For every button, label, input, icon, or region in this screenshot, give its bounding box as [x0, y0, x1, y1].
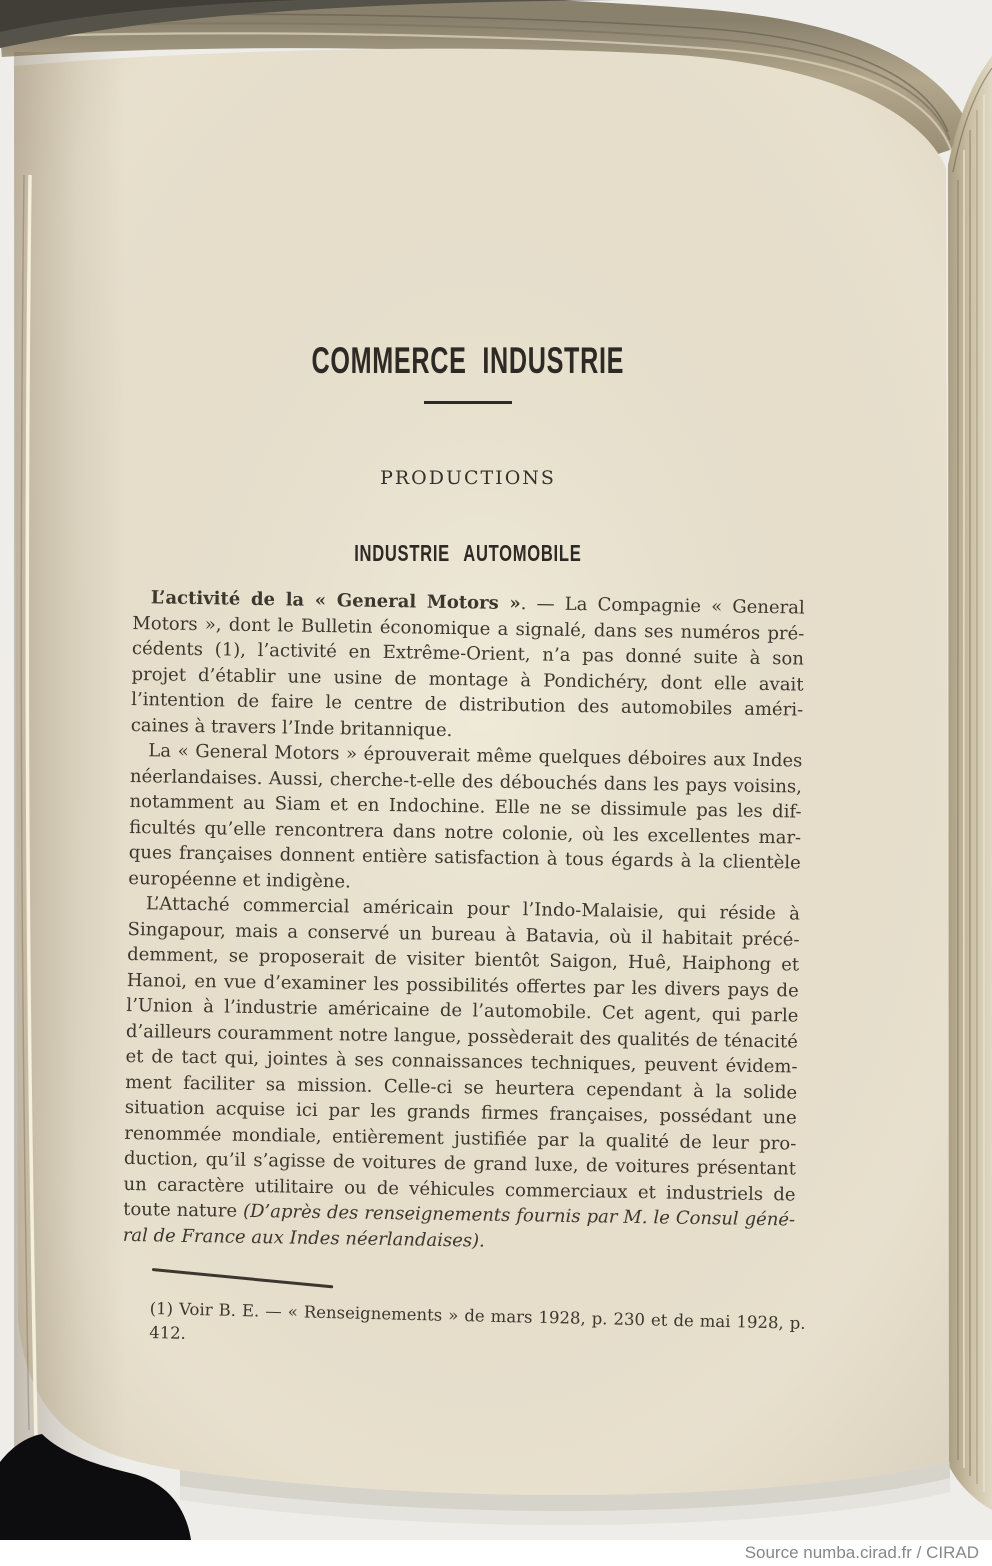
text-line: l’Union à l’industrie américaine de l’automobile. Cet agent, qui parle — [126, 994, 799, 1027]
source-watermark-text: Source numba.cirad.fr / CIRAD — [744, 1543, 979, 1562]
gutter-shading — [14, 52, 126, 1472]
text-line: un caractère utilitaire ou de véhicules commerciaux et industriels de — [123, 1173, 796, 1205]
section-heading: PRODUCTIONS — [380, 467, 556, 489]
text-line: ficultés qu’elle rencontrera dans notre colonie, où les excellentes mar- — [129, 816, 802, 849]
paragraph-lead-bold: L’activité de la « General Motors » — [150, 587, 521, 615]
subsection-heading — [132, 540, 804, 566]
text-line: cédents (1), l’activité en Extrême-Orient, n’a pas donné suite à son — [131, 637, 805, 670]
page-title — [132, 341, 804, 381]
text-line: européenne et indigène. — [128, 867, 351, 892]
text-line: ques françaises donnent entière satisfaction à tous égards à la clientèle — [128, 841, 801, 874]
text-roman: toute nature — [123, 1198, 244, 1222]
text-line: d’ailleurs couramment notre langue, possèderait des qualités de ténacité — [125, 1020, 799, 1052]
title-divider-rule — [424, 401, 512, 404]
text-line: duction, qu’il s’agisse de voitures de grand luxe, de voitures présentant — [123, 1147, 797, 1180]
text-line: situation acquise ici par les grands firmes françaises, possédant une — [124, 1096, 797, 1129]
text-italic: (D’après des renseignements fournis par M. le Consul géné- — [242, 1200, 796, 1231]
article-body — [123, 585, 805, 1258]
text-line: renommée mondiale, entièrement justifiée par la qualité de leur pro- — [124, 1122, 797, 1154]
text-line: et de tact qui, jointes à ses connaissances techniques, peuvent évidem- — [125, 1045, 798, 1078]
source-bar — [0, 1540, 992, 1566]
page-title-text: COMMERCE INDUSTRIE — [311, 340, 625, 381]
text-line: ment faciliter sa mission. Celle-ci se heurtera cependant à la solide — [125, 1071, 798, 1103]
text-line: notamment au Siam et en Indochine. Elle ne se dissimule pas les dif- — [129, 790, 802, 823]
text-line: La « General Motors » éprouverait même quelques déboires aux Indes — [148, 740, 803, 772]
paragraph-lead-rest: . — La Compagnie « General — [520, 593, 805, 619]
text-line: l’intention de faire le centre de distribution des automobiles améri- — [131, 688, 804, 721]
footnote: (1) Voir B. E. — « Renseignements » de mars 1928, p. 230 et de mai 1928, p. 412. — [148, 1298, 806, 1343]
text-line: L’Attaché commercial américain pour l’Indo-Malaisie, qui réside à — [145, 893, 801, 925]
text-line: projet d’établir une usine de montage à Pondichéry, dont elle avait — [131, 663, 804, 696]
subsection-heading-text: INDUSTRIE AUTOMOBILE — [354, 540, 582, 566]
text-line: Hanoi, en vue d’examiner les possibilités offertes par les divers pays de — [126, 969, 799, 1002]
text-line: Motors », dont le Bulletin économique a signalé, dans ses numéros pré- — [132, 612, 805, 645]
text-line: ral de France aux Indes néerlandaises). — [122, 1224, 486, 1252]
text-line: demment, se proposerait de visiter bientôt Saigon, Huê, Haiphong et — [127, 943, 800, 976]
text-line: Singapour, mais a conservé un bureau à Batavia, où il habitait précé- — [127, 918, 800, 951]
text-line: caines à travers l’Inde britannique. — [130, 714, 453, 741]
text-line: néerlandaises. Aussi, cherche-t-elle des débouchés dans les pays voisins, — [129, 765, 803, 798]
